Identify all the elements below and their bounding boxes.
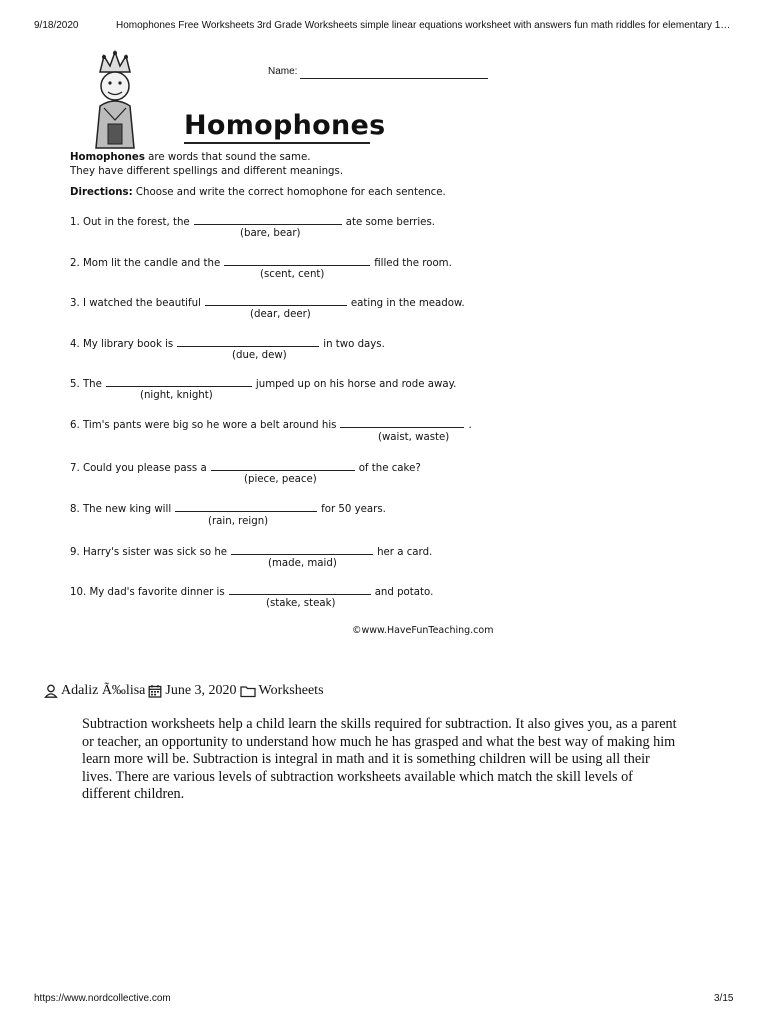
definition-rest: are words that sound the same. bbox=[144, 152, 311, 163]
question-6: 6. Tim's pants were big so he wore a belt around his . bbox=[70, 417, 472, 431]
answer-blank bbox=[177, 336, 319, 347]
king-mascot-image bbox=[86, 50, 144, 150]
worksheet-image bbox=[60, 44, 510, 644]
question-7: 7. Could you please pass a of the cake? bbox=[70, 460, 421, 474]
question-3-options: (dear, deer) bbox=[250, 309, 311, 320]
answer-blank bbox=[106, 376, 252, 387]
name-blank bbox=[300, 78, 488, 79]
user-icon bbox=[44, 684, 58, 698]
post-author[interactable]: Adaliz Ã‰lisa bbox=[61, 683, 146, 698]
article-text: Subtraction worksheets help a child learn the skills required for subtraction. It also gives you, as a parent or teacher, an opportunity to understand how much he has grasped and what the best way of making him learn more will be. Subtraction is integral in math and it is something children will be using all their lives. There are various levels of subtraction worksheets available which match the skill levels of different children. bbox=[82, 716, 677, 802]
answer-blank bbox=[205, 295, 347, 306]
footer-page-number: 3/15 bbox=[714, 993, 734, 1004]
directions-text: Choose and write the correct homophone for each sentence. bbox=[132, 187, 446, 198]
question-8-options: (rain, reign) bbox=[208, 516, 269, 527]
post-category[interactable]: Worksheets bbox=[258, 683, 324, 698]
question-8: 8. The new king will for 50 years. bbox=[70, 501, 386, 515]
question-6-options: (waist, waste) bbox=[378, 432, 450, 443]
name-label: Name: bbox=[268, 66, 298, 77]
worksheet-title: Homophones bbox=[184, 110, 386, 141]
question-10-options: (stake, steak) bbox=[266, 598, 336, 609]
definition bbox=[70, 151, 343, 179]
question-2: 2. Mom lit the candle and the filled the room. bbox=[70, 255, 452, 269]
directions bbox=[70, 187, 446, 198]
question-10: 10. My dad's favorite dinner is and potato. bbox=[70, 584, 433, 598]
post-date: June 3, 2020 bbox=[165, 683, 237, 698]
definition-line2: They have different spellings and different meanings. bbox=[70, 166, 344, 177]
question-5: 5. The jumped up on his horse and rode away. bbox=[70, 376, 456, 390]
question-4-options: (due, dew) bbox=[232, 350, 287, 361]
question-2-options: (scent, cent) bbox=[260, 269, 325, 280]
question-9: 9. Harry's sister was sick so he her a card. bbox=[70, 544, 432, 558]
definition-term: Homophones bbox=[70, 152, 145, 163]
print-page-title: Homophones Free Worksheets 3rd Grade Worksheets simple linear equations worksheet with answers fun math riddles for elementary 1… bbox=[116, 20, 731, 31]
question-1-options: (bare, bear) bbox=[240, 228, 301, 239]
question-9-options: (made, maid) bbox=[268, 558, 337, 569]
calendar-icon bbox=[148, 684, 162, 698]
footer-url: https://www.nordcollective.com bbox=[34, 993, 171, 1004]
answer-blank bbox=[194, 214, 342, 225]
question-3: 3. I watched the beautiful eating in the meadow. bbox=[70, 295, 465, 309]
post-meta bbox=[44, 683, 324, 699]
question-1: 1. Out in the forest, the ate some berries. bbox=[70, 214, 435, 228]
answer-blank bbox=[224, 255, 370, 266]
answer-blank bbox=[211, 460, 355, 471]
directions-label: Directions: bbox=[70, 187, 133, 198]
answer-blank bbox=[229, 584, 371, 595]
worksheet-credit: ©www.HaveFunTeaching.com bbox=[352, 625, 494, 636]
print-date: 9/18/2020 bbox=[34, 20, 79, 31]
folder-icon bbox=[240, 684, 256, 698]
question-7-options: (piece, peace) bbox=[244, 474, 317, 485]
title-underline bbox=[184, 142, 370, 144]
question-4: 4. My library book is in two days. bbox=[70, 336, 385, 350]
question-5-options: (night, knight) bbox=[140, 390, 213, 401]
answer-blank bbox=[175, 501, 317, 512]
answer-blank bbox=[231, 544, 373, 555]
answer-blank bbox=[340, 417, 464, 428]
